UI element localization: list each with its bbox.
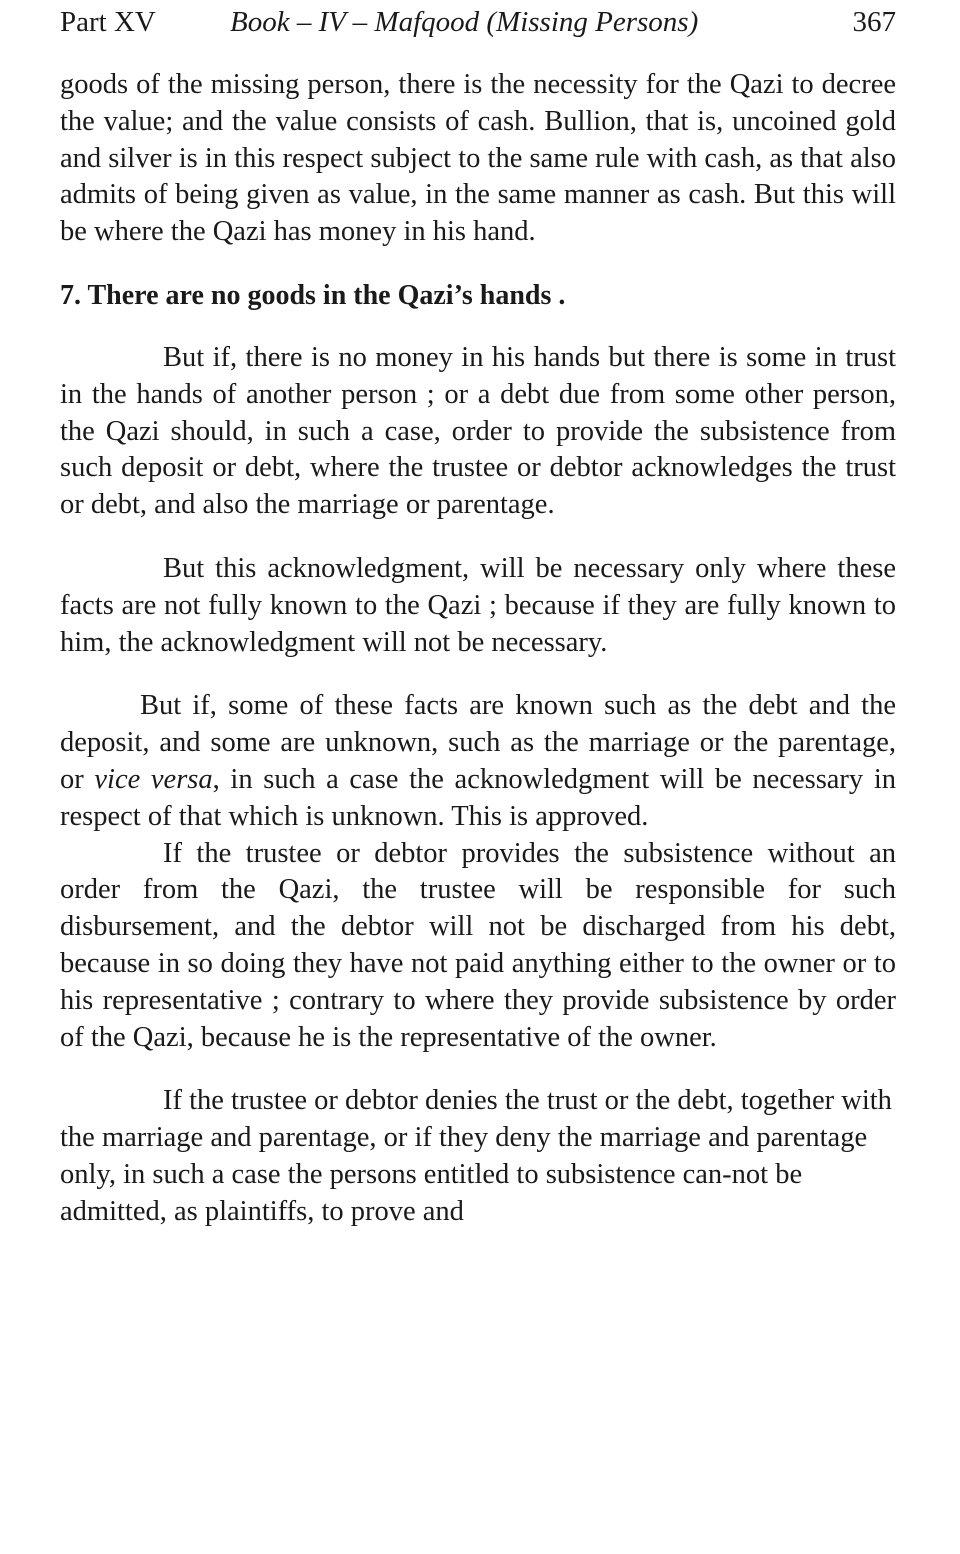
section-heading: 7. There are no goods in the Qazi’s hands . (60, 279, 566, 311)
paragraph-5: If the trustee or debtor provides the subsistence without an order from the Qazi, the trustee will be responsible for such disbursement, and the debtor will not be discharged from his debt, because in so doing they have not paid anything either to the owner or to his representative ; contrary to where they provide subsistence by order of the Qazi, because he is the representative of the owner. (60, 837, 896, 1053)
paragraph-1: goods of the missing person, there is the necessity for the Qazi to decree the value; and the value consists of cash. Bullion, that is, uncoined gold and silver is in this respect subject to the same rule with cash, as that also admits of being given as value, in the same manner as cash. But this will be where the Qazi has money in his hand. (60, 69, 896, 248)
paragraph-4 (60, 688, 896, 835)
paragraph-4-end: , in such a case the acknowledgment will be necessary in respect of that which is unknown. This is approved. (60, 763, 896, 832)
paragraph-6: If the trustee or debtor denies the trust or the debt, together with the marriage and parentage, or if they deny the marriage and parentage only, in such a case the persons entitled to subsistence can-not be admitted, as plaintiffs, to prove and (60, 1085, 892, 1227)
header-title: Book – IV – Mafqood (Missing Persons) (230, 6, 699, 38)
paragraph-4-italic: vice versa (94, 763, 213, 795)
page-number: 367 (852, 6, 896, 38)
paragraph-2: But if, there is no money in his hands but there is some in trust in the hands of another person ; or a debt due from some other person, the Qazi should, in such a case, order to provide the subsistence from such deposit or debt, where the trustee or debtor acknowledges the trust or debt, and also the marriage or parentage. (60, 341, 896, 521)
paragraph-3: But this acknowledgment, will be necessary only where these facts are not fully known to the Qazi ; because if they are fully known to him, the acknowledgment will not be necessary. (60, 552, 896, 658)
header-part: Part XV (60, 6, 156, 38)
paragraph-4-start: But if, some of these facts are known such as the debt and the deposit, and some are unknown, such as the marriage or the parentage, or (60, 690, 896, 795)
running-header (60, 4, 896, 40)
body-text (60, 67, 896, 1231)
